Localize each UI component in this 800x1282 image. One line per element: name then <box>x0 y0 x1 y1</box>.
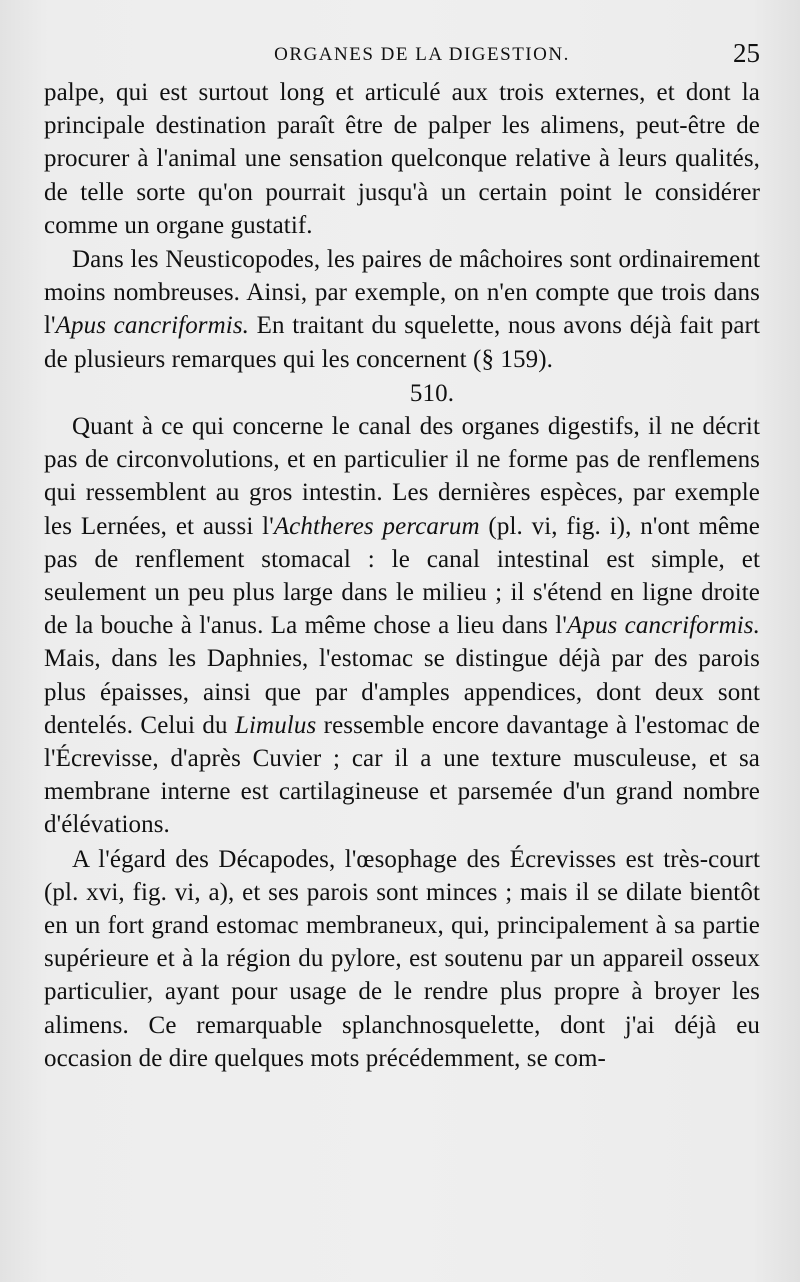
species-name: Achtheres percarum <box>273 512 480 540</box>
text-run: palpe, qui est surtout long et articulé aux trois externes, et dont la principale destination paraît être de palper les alimens, peut-être de procurer à l'animal une sensation quelconque relative à leurs qualités, de telle sorte qu'on pourrait jusqu'à un certain point le considérer comme un organe gustatif. <box>44 79 760 239</box>
text-run: ressemble encore davantage à l'estomac de l'Écrevisse, d'après Cuvier ; car il a une texture musculeuse, et sa membrane interne est cartilagineuse et parsemée d'un grand nombre d'élévations. <box>44 711 760 839</box>
section-number: 510. <box>409 379 455 407</box>
paragraph-2 <box>44 243 760 376</box>
paragraph-4 <box>44 843 760 1075</box>
running-header <box>44 40 760 74</box>
paragraph-1 <box>44 76 760 242</box>
text-run: Mais, dans les Daphnies, l'estomac se distingue déjà par des parois plus épaisses, ainsi que par d'amples appendices, dont deux sont dentelés. Celui du <box>44 645 760 739</box>
genus-name: Limulus <box>235 711 317 739</box>
species-name: Apus cancriformis. <box>55 312 250 340</box>
text-run: (pl. vi, fig. i), n'ont même pas de renflement stomacal : le canal intestinal est simple, et seulement un peu plus large dans le milieu ; il s'étend en ligne droite de la bouche à l'anus. La même chose a lieu dans l' <box>44 512 760 640</box>
text-run: Quant à ce qui concerne le canal des organes digestifs, il ne décrit pas de circonvolutions, et en particulier il ne forme pas de renflemens qui ressemblent au gros intestin. Les dernières espèces, par exemple les Lernées, et aussi l' <box>44 413 760 540</box>
text-run: En traitant du squelette, nous avons déjà fait part de plusieurs remarques qui les concernent (§ 159). <box>44 312 761 373</box>
text-run: A l'égard des Décapodes, l'œsophage des Écrevisses est très-court (pl. xvi, fig. vi, a), et ses parois sont minces ; mais il se dilate bientôt en un fort grand estomac membraneux, qui, principalement à sa partie supérieure et à la région du pylore, est soutenu par un appareil osseux particulier, ayant pour usage de le rendre plus propre à broyer les alimens. Ce remarquable splanchnosquelette, dont j'ai déjà eu occasion de dire quelques mots précédemment, se com- <box>44 845 760 1072</box>
paragraph-3 <box>44 410 760 842</box>
body-text <box>44 76 760 1076</box>
species-name: Apus cancriformis. <box>566 612 760 640</box>
running-title: ORGANES DE LA DIGESTION. <box>274 44 570 65</box>
text-run: Dans les Neusticopodes, les paires de mâchoires sont ordinairement moins nombreuses. Ainsi, par exemple, on n'en compte que trois dans l' <box>44 246 760 340</box>
page-number: 25 <box>733 38 760 68</box>
